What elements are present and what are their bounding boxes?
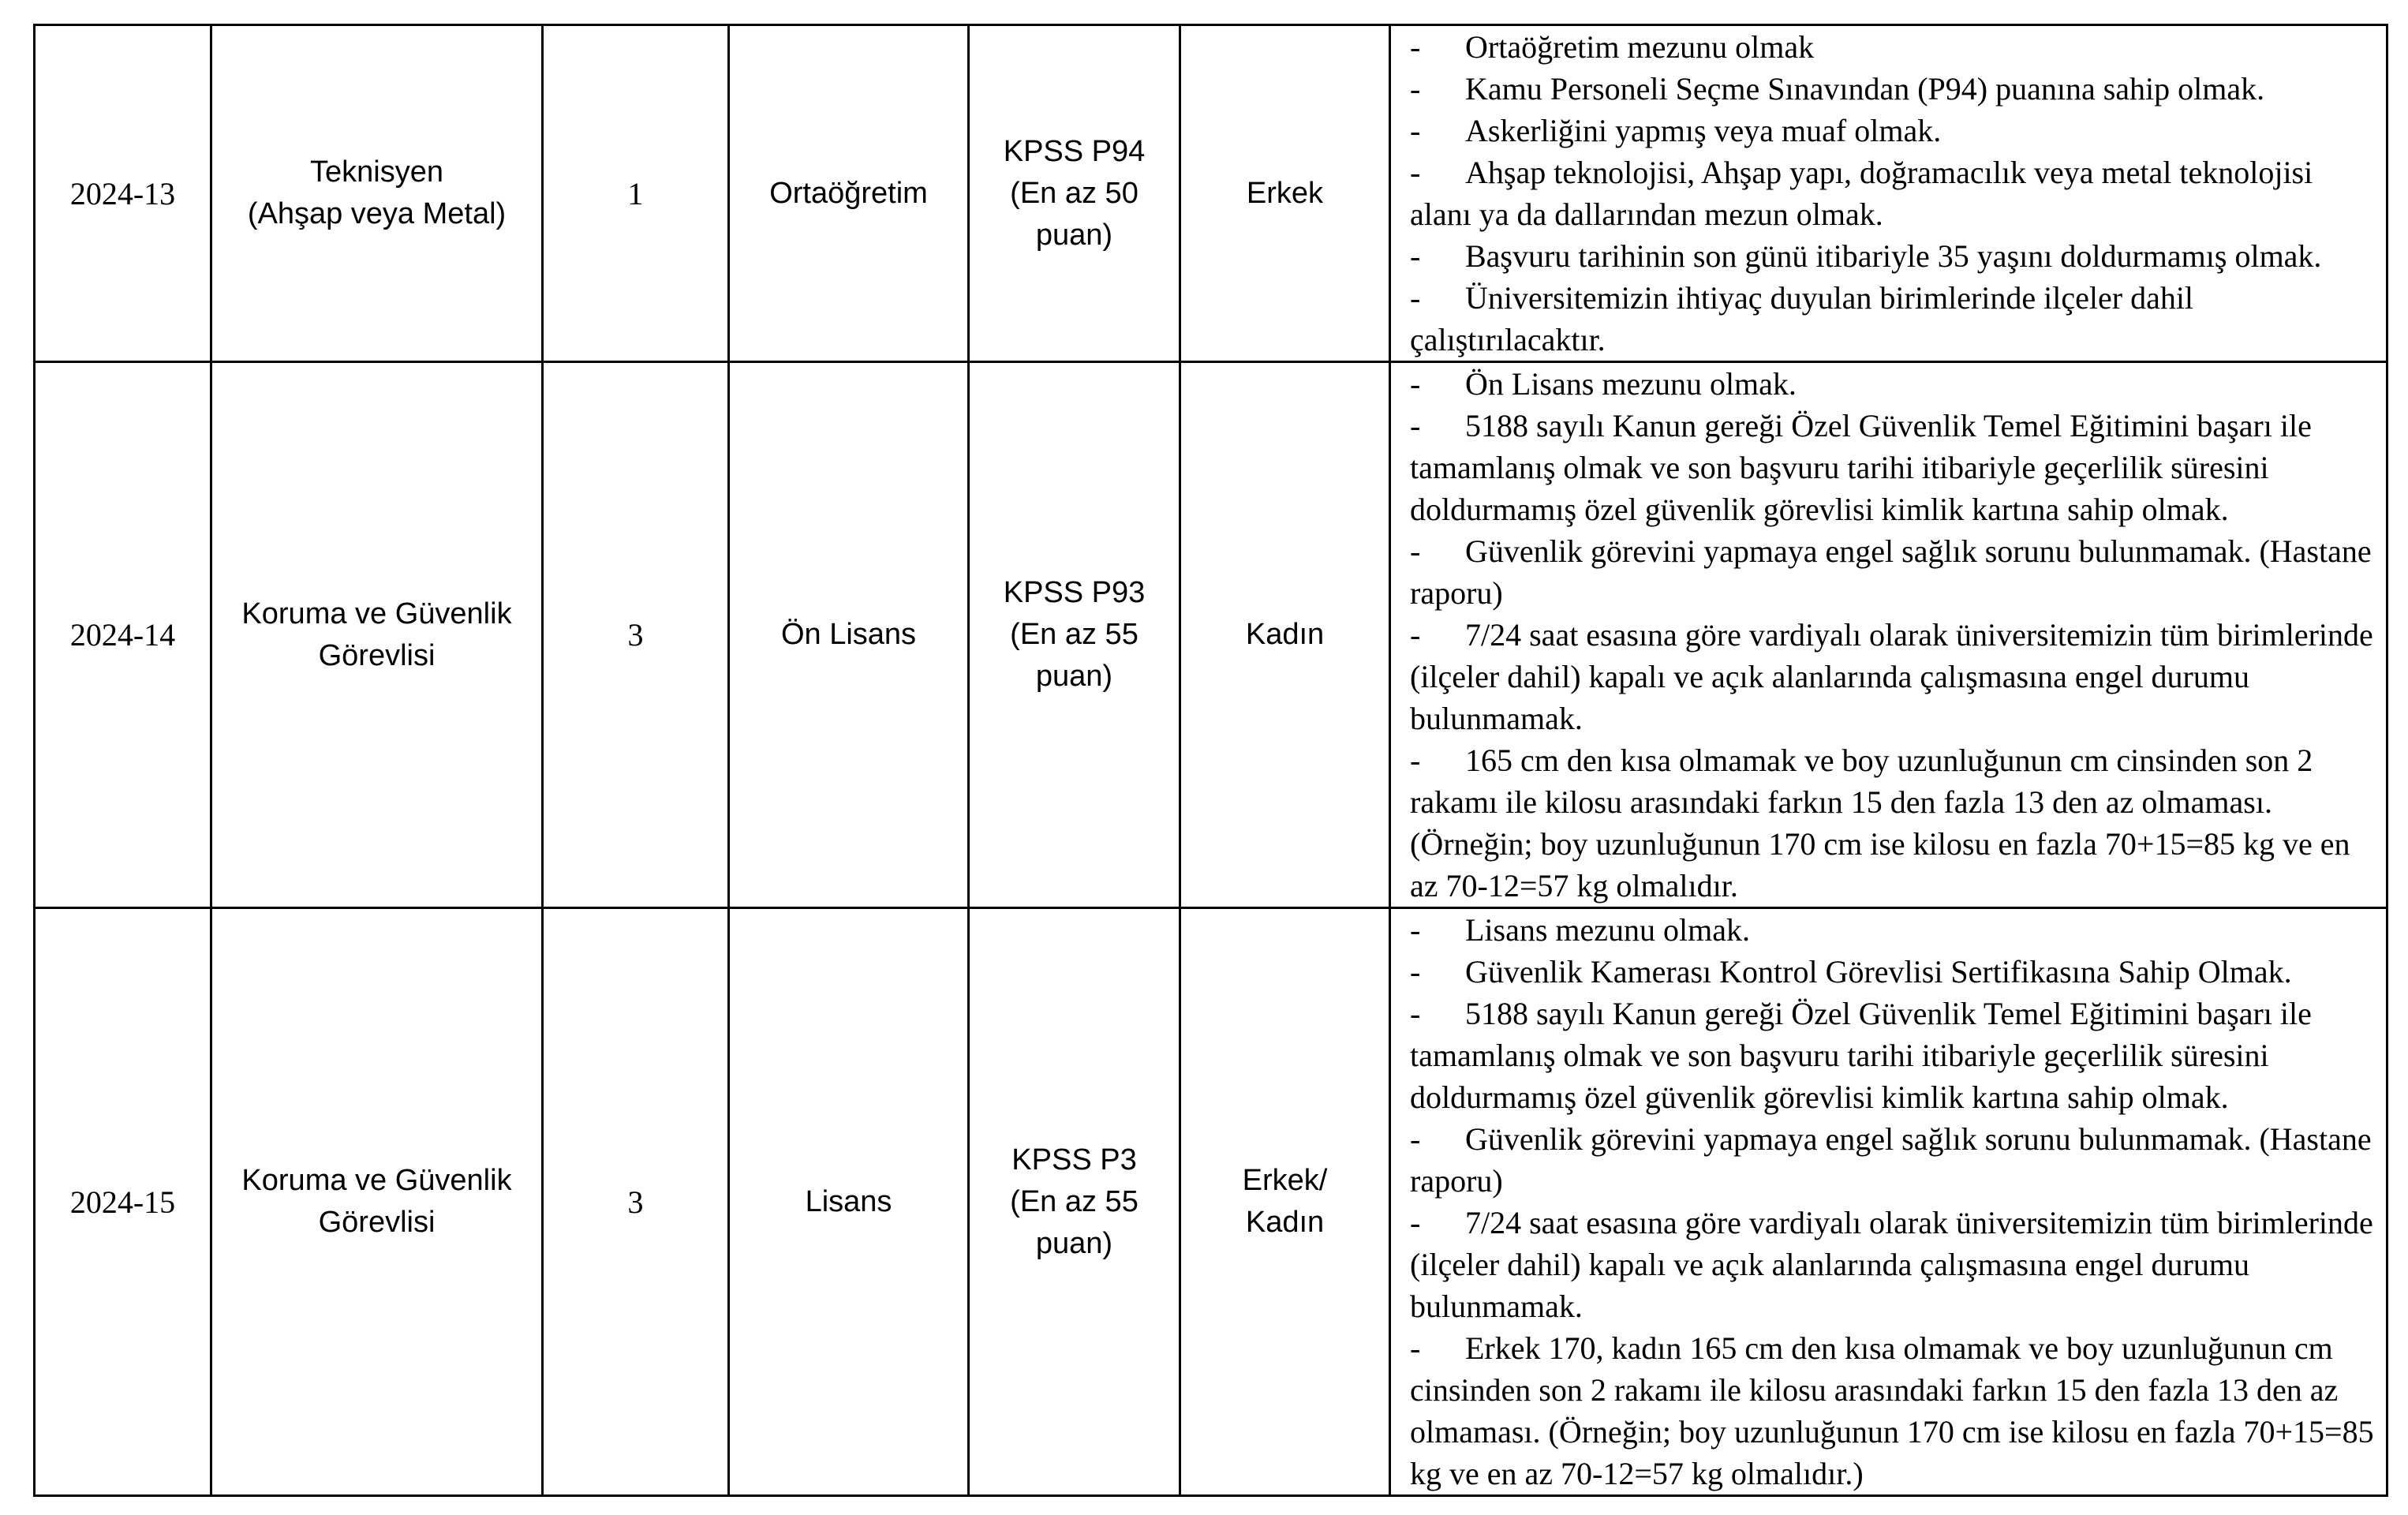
condition-item: - Kamu Personeli Seçme Sınavından (P94) puanına sahip olmak. xyxy=(1410,71,2265,107)
kpss-cell xyxy=(969,908,1180,1496)
condition-item: - Üniversitemizin ihtiyaç duyulan birimlerinde ilçeler dahil çalıştırılacaktır. xyxy=(1410,280,2194,357)
kpss-line: puan) xyxy=(1035,1226,1113,1260)
condition-item: - 7/24 saat esasına göre vardiyalı olarak üniversitemizin tüm birimlerinde (ilçeler dahil) kapalı ve açık alanlarında çalışmasına engel durumu bulunmamak. xyxy=(1410,617,2373,736)
condition-item: - Askerliğini yapmış veya muaf olmak. xyxy=(1410,113,1942,148)
condition-item: - Erkek 170, kadın 165 cm den kısa olmamak ve boy uzunluğunun cm cinsinden son 2 rakamı ile kilosu arasındaki farkın 15 den fazla 13 den az olmaması. (Örneğin; boy uzunluğunun 170 cm ise kilosu en fazla 70+15=85 kg ve en az 70-12=57 kg olmalıdır.) xyxy=(1410,1330,2374,1491)
conditions-list xyxy=(1410,26,2381,361)
condition-item: - 5188 sayılı Kanun gereği Özel Güvenlik Temel Eğitimini başarı ile tamamlanış olmak ve son başvuru tarihi itibariyle geçerlilik süresini doldurmamış özel güvenlik görevlisi kimlik kartına sahip olmak. xyxy=(1410,408,2312,527)
kpss-line: (En az 55 xyxy=(1010,618,1139,651)
gender-line: Kadın xyxy=(1245,1206,1325,1239)
gender-line: Kadın xyxy=(1245,618,1325,651)
table-row xyxy=(35,908,2387,1496)
condition-item: - Güvenlik Kamerası Kontrol Görevlisi Sertifikasına Sahip Olmak. xyxy=(1410,954,2292,989)
position-title-cell xyxy=(211,908,543,1496)
condition-item: - Başvuru tarihinin son günü itibariyle 35 yaşını doldurmamış olmak. xyxy=(1410,238,2322,274)
conditions-list xyxy=(1410,909,2381,1494)
kpss-line: puan) xyxy=(1035,660,1113,693)
condition-item: - Ön Lisans mezunu olmak. xyxy=(1410,366,1797,402)
position-title-cell xyxy=(211,362,543,908)
condition-item: - Lisans mezunu olmak. xyxy=(1410,912,1751,948)
position-count-cell: 3 xyxy=(543,908,729,1496)
education-cell: Ön Lisans xyxy=(729,362,969,908)
position-title-cell xyxy=(211,25,543,362)
position-title-line: (Ahşap veya Metal) xyxy=(247,197,507,230)
table-row xyxy=(35,25,2387,362)
condition-item: - Güvenlik görevini yapmaya engel sağlık sorunu bulunmamak. (Hastane raporu) xyxy=(1410,533,2372,611)
position-title-line: Teknisyen xyxy=(310,155,443,189)
kpss-line: KPSS P94 xyxy=(1003,134,1146,168)
condition-item: - Ortaöğretim mezunu olmak xyxy=(1410,29,1815,65)
kpss-line: KPSS P93 xyxy=(1003,576,1146,609)
position-title-line: Görevlisi xyxy=(318,1206,436,1239)
position-title-line: Koruma ve Güvenlik xyxy=(241,1164,512,1197)
table-row xyxy=(35,362,2387,908)
position-title-line: Koruma ve Güvenlik xyxy=(241,597,512,630)
conditions-list xyxy=(1410,363,2381,907)
position-count-cell: 3 xyxy=(543,362,729,908)
condition-item: - 7/24 saat esasına göre vardiyalı olarak üniversitemizin tüm birimlerinde (ilçeler dahil) kapalı ve açık alanlarında çalışmasına engel durumu bulunmamak. xyxy=(1410,1205,2373,1324)
kpss-line: KPSS P3 xyxy=(1011,1143,1137,1176)
education-cell: Lisans xyxy=(729,908,969,1496)
position-code-cell: 2024-14 xyxy=(35,362,211,908)
gender-cell xyxy=(1180,362,1390,908)
education-cell: Ortaöğretim xyxy=(729,25,969,362)
kpss-line: (En az 55 xyxy=(1010,1184,1139,1218)
kpss-line: puan) xyxy=(1035,218,1113,252)
conditions-cell xyxy=(1390,362,2387,908)
document-page xyxy=(33,24,2386,1497)
position-count-cell: 1 xyxy=(543,25,729,362)
position-code-cell: 2024-15 xyxy=(35,908,211,1496)
condition-item: - 5188 sayılı Kanun gereği Özel Güvenlik Temel Eğitimini başarı ile tamamlanış olmak ve son başvuru tarihi itibariyle geçerlilik süresini doldurmamış özel güvenlik görevlisi kimlik kartına sahip olmak. xyxy=(1410,996,2312,1115)
kpss-cell xyxy=(969,25,1180,362)
table-body xyxy=(35,25,2387,1496)
condition-item: - Ahşap teknolojisi, Ahşap yapı, doğramacılık veya metal teknolojisi alanı ya da dallarından mezun olmak. xyxy=(1410,155,2313,232)
gender-cell xyxy=(1180,25,1390,362)
position-code-cell: 2024-13 xyxy=(35,25,211,362)
condition-item: - Güvenlik görevini yapmaya engel sağlık sorunu bulunmamak. (Hastane raporu) xyxy=(1410,1121,2372,1199)
gender-cell xyxy=(1180,908,1390,1496)
condition-item: - 165 cm den kısa olmamak ve boy uzunluğunun cm cinsinden son 2 rakamı ile kilosu arasındaki farkın 15 den fazla 13 den az olmaması. (Örneğin; boy uzunluğunun 170 cm ise kilosu en fazla 70+15=85 kg ve en az 70-12=57 kg olmalıdır. xyxy=(1410,743,2350,903)
gender-line: Erkek/ xyxy=(1242,1164,1328,1197)
conditions-cell xyxy=(1390,908,2387,1496)
gender-line: Erkek xyxy=(1246,176,1324,210)
positions-table xyxy=(33,24,2388,1497)
kpss-line: (En az 50 xyxy=(1010,176,1139,210)
kpss-cell xyxy=(969,362,1180,908)
conditions-cell xyxy=(1390,25,2387,362)
position-title-line: Görevlisi xyxy=(318,638,436,672)
